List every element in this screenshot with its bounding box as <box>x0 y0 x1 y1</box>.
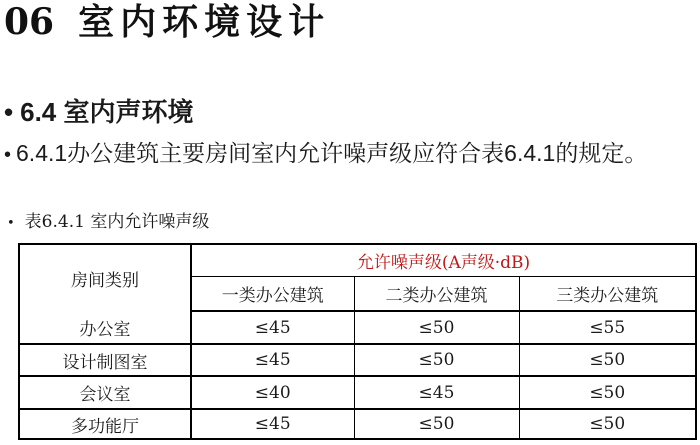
noise-level-span-header: 允许噪声级(A声级·dB) <box>191 244 696 277</box>
room-category-header: 房间类别 <box>71 270 139 291</box>
column-header-class1: 一类办公建筑 <box>191 277 354 312</box>
cell-value: ≤45 <box>191 311 354 344</box>
row-label: 设计制图室 <box>19 344 191 376</box>
row-label: 多功能厅 <box>19 409 191 439</box>
section-heading <box>4 94 193 130</box>
table-row-multifunction-hall <box>19 409 696 439</box>
cell-value: ≤45 <box>191 344 354 376</box>
row-label: 会议室 <box>19 376 191 409</box>
section-heading-text: 6.4 室内声环境 <box>20 97 194 127</box>
table-row-drafting-room <box>19 344 696 376</box>
cell-value: ≤50 <box>519 409 696 439</box>
column-header-class2: 二类办公建筑 <box>354 277 519 312</box>
bullet-icon: • <box>4 144 12 166</box>
cell-value: ≤50 <box>354 311 519 344</box>
row-label-office: 办公室 <box>79 319 131 340</box>
page-title <box>4 0 330 44</box>
cell-value: ≤55 <box>519 311 696 344</box>
page-title-number: 06 <box>4 1 55 43</box>
cell-value: ≤50 <box>519 376 696 409</box>
bullet-icon: • <box>4 97 14 127</box>
table-row-meeting-room <box>19 376 696 409</box>
clause-text: 6.4.1办公建筑主要房间室内允许噪声级应符合表6.4.1的规定。 <box>16 140 648 166</box>
cell-value: ≤50 <box>519 344 696 376</box>
noise-level-table <box>18 243 697 440</box>
page-title-text: 室内环境设计 <box>78 1 331 43</box>
cell-value: ≤45 <box>354 376 519 409</box>
table-caption <box>7 210 209 236</box>
clause-text-line <box>4 137 647 172</box>
cell-value: ≤50 <box>354 409 519 439</box>
column-header-class3: 三类办公建筑 <box>519 277 696 312</box>
bullet-icon: • <box>7 216 15 231</box>
cell-value: ≤50 <box>354 344 519 376</box>
room-category-merged-cell <box>19 244 191 344</box>
room-category-cell-content <box>20 245 190 343</box>
cell-value: ≤45 <box>191 409 354 439</box>
cell-value: ≤40 <box>191 376 354 409</box>
table-caption-text: 表6.4.1 室内允许噪声级 <box>24 212 210 232</box>
